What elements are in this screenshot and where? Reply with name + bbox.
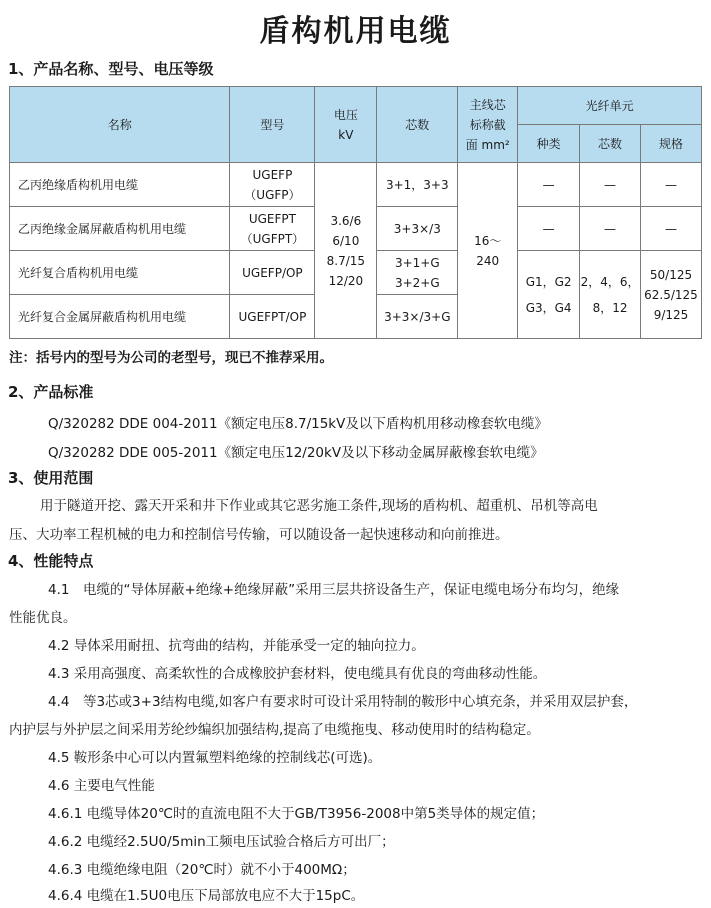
header-voltage-unit: kV — [338, 127, 354, 142]
header-cores: 芯数 — [377, 87, 458, 163]
page-title: 盾构机用电缆 — [259, 14, 452, 49]
standard-item: Q/320282 DDE 005-2011《额定电压12/20kV及以下移动金属屏蔽橡套软电缆》 — [48, 445, 544, 461]
row-model — [230, 163, 315, 207]
feature-item: 4.6.3 电缆绝缘电阻（20℃时）就不小于400MΩ； — [48, 862, 356, 878]
row-cores — [377, 251, 458, 295]
feature-item: 4.6.4 电缆在1.5U0电压下局部放电应不大于15pC。 — [48, 888, 365, 904]
section-heading-1: 1、产品名称、型号、电压等级 — [8, 60, 214, 78]
feature-item: 4.3 采用高强度、高柔软性的合成橡胶护套材料，使电缆具有优良的弯曲移动性能。 — [48, 666, 547, 682]
row-model — [230, 207, 315, 251]
header-cross-section — [458, 87, 518, 163]
feature-item: 内护层与外护层之间采用芳纶纱编织加强结构,提高了电缆拖曳、移动使用时的结构稳定。 — [9, 722, 540, 738]
row-cores: 3+3×/3 — [377, 207, 458, 251]
feature-item: 4.2 导体采用耐扭、抗弯曲的结构，并能承受一定的轴向拉力。 — [48, 638, 425, 654]
header-fiber-spec: 规格 — [640, 125, 701, 163]
row-model: UGEFP/OP — [230, 251, 315, 295]
row-fiber-cores: — — [580, 207, 641, 251]
header-cross-line: 主线芯 — [469, 97, 506, 112]
row-fiber-type: — — [518, 207, 580, 251]
fiber-cores-value: 8，12 — [592, 300, 628, 315]
header-cross-line: 标称截 — [469, 117, 506, 132]
model-old-code: （UGFPT） — [240, 231, 305, 246]
model-code: UGEFPT — [248, 211, 296, 226]
feature-item: 性能优良。 — [9, 610, 77, 626]
table-note: 注：括号内的型号为公司的老型号，现已不推荐采用。 — [9, 350, 333, 366]
section-heading-2: 2、产品标准 — [8, 383, 94, 401]
standard-item: Q/320282 DDE 004-2011《额定电压8.7/15kV及以下盾构机用移动橡套软电缆》 — [48, 416, 548, 432]
row-fiber-type: — — [518, 163, 580, 207]
row-name: 乙丙绝缘盾构机用电缆 — [10, 163, 230, 207]
section-heading-3: 3、使用范围 — [8, 469, 94, 487]
voltage-value: 12/20 — [328, 273, 364, 288]
header-fiber-unit: 光纤单元 — [518, 87, 702, 125]
fiber-cores-value: 2，4，6， — [580, 274, 640, 289]
voltage-value: 6/10 — [332, 233, 360, 248]
model-old-code: （UGFP） — [244, 187, 301, 202]
cores-value: 3+2+G — [394, 275, 440, 290]
header-voltage — [315, 87, 377, 163]
cores-value: 3+1+G — [394, 255, 440, 270]
header-name: 名称 — [10, 87, 230, 163]
section-heading-4: 4、性能特点 — [8, 552, 94, 570]
row-fiber-cores: — — [580, 163, 641, 207]
row-name: 乙丙绝缘金属屏蔽盾构机用电缆 — [10, 207, 230, 251]
row-fiber-spec: — — [640, 163, 701, 207]
voltage-value: 8.7/15 — [326, 253, 366, 268]
cross-section-cell — [458, 163, 518, 339]
row-name: 光纤复合金属屏蔽盾构机用电缆 — [10, 295, 230, 339]
fiber-spec-value: 62.5/125 — [644, 287, 698, 302]
row-name: 光纤复合盾构机用电缆 — [10, 251, 230, 295]
fiber-spec-cell — [640, 251, 701, 339]
table-row — [10, 163, 702, 207]
header-cross-line: 面 mm² — [465, 137, 510, 152]
model-code: UGEFP — [252, 167, 293, 182]
row-cores: 3+3×/3+G — [377, 295, 458, 339]
usage-text: 压、大功率工程机械的电力和控制信号传输，可以随设备一起快速移动和向前推进。 — [9, 527, 509, 543]
row-cores: 3+1，3+3 — [377, 163, 458, 207]
header-fiber-cores: 芯数 — [580, 125, 641, 163]
header-model: 型号 — [230, 87, 315, 163]
fiber-cores-cell — [580, 251, 641, 339]
row-fiber-spec: — — [640, 207, 701, 251]
fiber-spec-value: 50/125 — [649, 267, 693, 282]
fiber-spec-value: 9/125 — [653, 307, 689, 322]
fiber-type-value: G1，G2 — [525, 274, 572, 289]
cross-section-value: 240 — [476, 253, 500, 268]
usage-text: 用于隧道开挖、露天开采和井下作业或其它恶劣施工条件,现场的盾构机、超重机、吊机等高电 — [40, 498, 598, 514]
fiber-type-value: G3，G4 — [525, 300, 572, 315]
spec-table — [9, 86, 702, 339]
voltage-cell — [315, 163, 377, 339]
feature-item: 4.1 电缆的“导体屏蔽+绝缘+绝缘屏蔽”采用三层共挤设备生产，保证电缆电场分布均匀，绝缘 — [48, 582, 620, 598]
feature-item: 4.5 鞍形条中心可以内置氟塑料绝缘的控制线芯(可选)。 — [48, 750, 382, 766]
fiber-type-cell — [518, 251, 580, 339]
feature-item: 4.4 等3芯或3+3结构电缆,如客户有要求时可设计采用特制的鞍形中心填充条，并采用双层护套， — [48, 694, 638, 710]
feature-item: 4.6.2 电缆经2.5U0/5min工频电压试验合格后方可出厂； — [48, 834, 395, 850]
voltage-value: 3.6/6 — [330, 213, 362, 228]
feature-item: 4.6.1 电缆导体20℃时的直流电阻不大于GB/T3956-2008中第5类导体的规定值； — [48, 806, 545, 822]
row-model: UGEFPT/OP — [230, 295, 315, 339]
feature-item: 4.6 主要电气性能 — [48, 778, 155, 794]
header-fiber-type: 种类 — [518, 125, 580, 163]
header-voltage-line: 电压 — [333, 107, 358, 122]
cross-section-value: 16～ — [474, 233, 502, 248]
